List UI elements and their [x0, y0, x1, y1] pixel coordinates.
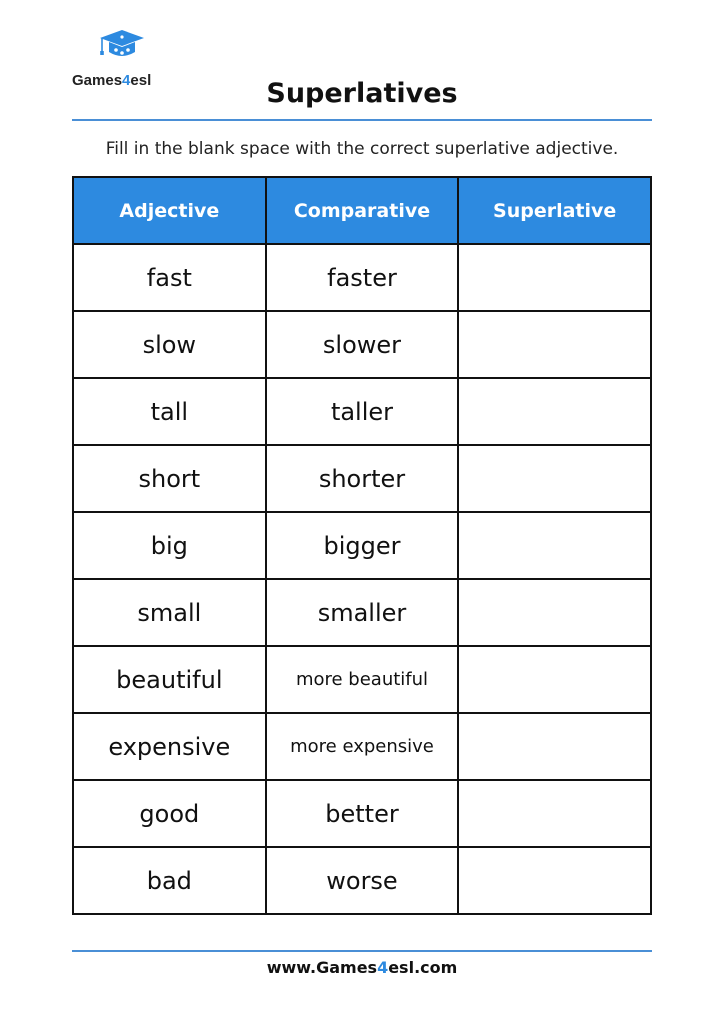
table-row: [73, 579, 651, 646]
table-row: [73, 512, 651, 579]
comparative-cell: more beautiful: [266, 646, 459, 713]
adjective-cell: fast: [73, 244, 266, 311]
column-header-adjective: Adjective: [73, 177, 266, 244]
adjective-cell: slow: [73, 311, 266, 378]
superlative-answer-cell[interactable]: [458, 311, 651, 378]
table-row: [73, 780, 651, 847]
superlative-answer-cell[interactable]: [458, 512, 651, 579]
worksheet-table: [72, 176, 652, 915]
footer-url[interactable]: www.Games4esl.com: [266, 958, 458, 977]
comparative-cell: taller: [266, 378, 459, 445]
superlative-answer-cell[interactable]: [458, 646, 651, 713]
comparative-cell: faster: [266, 244, 459, 311]
brand-name: Games4esl: [72, 72, 152, 89]
instructions: Fill in the blank space with the correct superlative adjective.: [105, 139, 619, 159]
adjective-cell: expensive: [73, 713, 266, 780]
superlative-answer-cell[interactable]: [458, 847, 651, 914]
table-row: [73, 646, 651, 713]
graduation-cap-dice-icon: [98, 28, 146, 62]
page-title: Superlatives: [266, 78, 458, 109]
adjective-cell: good: [73, 780, 266, 847]
adjective-cell: bad: [73, 847, 266, 914]
superlative-answer-cell[interactable]: [458, 378, 651, 445]
superlative-answer-cell[interactable]: [458, 579, 651, 646]
superlative-answer-cell[interactable]: [458, 780, 651, 847]
table-row: [73, 311, 651, 378]
adjective-cell: tall: [73, 378, 266, 445]
comparative-cell: better: [266, 780, 459, 847]
comparative-cell: bigger: [266, 512, 459, 579]
table-row: [73, 847, 651, 914]
comparative-cell: shorter: [266, 445, 459, 512]
table-header-row: [73, 177, 651, 244]
column-header-comparative: Comparative: [266, 177, 459, 244]
adjective-cell: big: [73, 512, 266, 579]
comparative-cell: worse: [266, 847, 459, 914]
comparative-cell: smaller: [266, 579, 459, 646]
adjective-cell: short: [73, 445, 266, 512]
superlative-answer-cell[interactable]: [458, 244, 651, 311]
comparative-cell: slower: [266, 311, 459, 378]
table-row: [73, 378, 651, 445]
adjective-cell: beautiful: [73, 646, 266, 713]
header-divider: [72, 119, 652, 121]
superlative-answer-cell[interactable]: [458, 713, 651, 780]
superlative-answer-cell[interactable]: [458, 445, 651, 512]
footer-divider: [72, 950, 652, 952]
comparative-cell: more expensive: [266, 713, 459, 780]
table-row: [73, 244, 651, 311]
table-row: [73, 445, 651, 512]
table-row: [73, 713, 651, 780]
adjective-cell: small: [73, 579, 266, 646]
column-header-superlative: Superlative: [458, 177, 651, 244]
